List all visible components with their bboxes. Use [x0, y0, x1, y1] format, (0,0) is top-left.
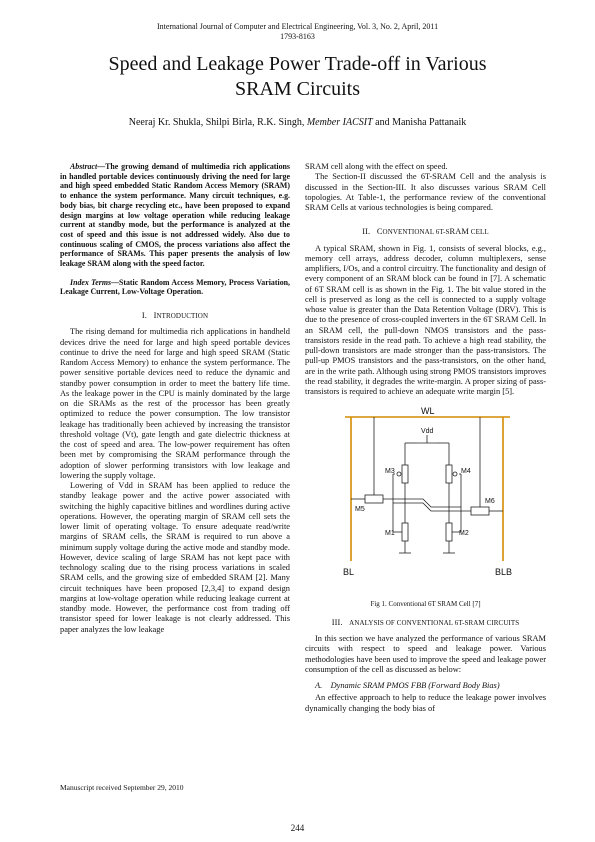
m3-transistor: [402, 465, 408, 483]
fbb-paragraph: An effective approach to help to reduce the leakage power involves dynamically changing the body bias of: [305, 693, 546, 713]
bitline-bar-label: BLB: [495, 567, 513, 578]
m1-transistor: [402, 523, 408, 541]
paper-title-line2: SRAM Circuits: [234, 78, 361, 100]
m1-label: M1: [385, 530, 395, 538]
intro-continued: SRAM cell along with the effect on speed.: [305, 162, 448, 171]
wordline-label: WL: [421, 406, 435, 417]
bitline-label: BL: [343, 567, 355, 578]
index-terms-label: Index Terms: [70, 277, 112, 287]
analysis-paragraph: In this section we have analyzed the performance of various SRAM circuits with respect to speed and leakage power. Various methodologies have been used to improve the speed and leakage power consumption of the cell as discussed as below:: [305, 634, 546, 674]
subsection-heading-fbb: A. Dynamic SRAM PMOS FBB (Forward Body Bias): [315, 681, 500, 690]
intro-paragraph-1: The rising demand for multimedia rich applications in handheld devices drive the need for large and high speed portable devices continue to drive the need for large and high speed SRAM (Static Random Access Memory) to enhance the system performance. The power sensitive portable devices need to reduce the dynamic and standby power consumption in order to meet the battery life time. As the leakage power in the CPU is mainly dominated by the large on die SRAMs as the rest of the processor has been greatly optimized to reduce the power consumption. The low transistor leakage has traditionally been achieved by increasing the transistor threshold voltage (Vt), gate length and gate dielectric thickness at the cost of speed and area. The low-power requirement has often been met by compromising the SRAM performance through the adoption of slower performing transistors with low leakage and lowering the supply voltage.: [60, 327, 290, 480]
intro-paragraph-3: The Section-II discussed the 6T-SRAM Cell and the analysis is discussed in the Section-III. It also discusses various SRAM Cell topologies. At Table-1, the performance review of the conventional SRAM Cells at various technologies is being compared.: [305, 172, 546, 212]
m4-bubble: [453, 472, 457, 476]
manuscript-received-note: Manuscript received September 29, 2010: [60, 783, 184, 792]
section-heading-introduction: I. INTRODUCTION: [141, 311, 209, 321]
abstract-text: —The growing demand of multimedia rich applications in handled portable devices continuously driving the need for large and high speed embedded Static Random Access Memory (SRAM) to enhance the system performance. Many circuit techniques, e.g. body bias, bit charge recycling etc., have been proposed to expand design margins at low voltage operation while reducing leakage current at standby mode, but the performance is analyzed at the cost of speed and this issue is not addressed widely. Also due to continuous scaling of CMOS, the process variations also affect the performance of SRAMs. This paper presents the analysis of low leakage SRAM along with the speed factor.: [60, 162, 290, 269]
abstract: [60, 162, 290, 269]
right-column: [305, 162, 546, 714]
index-terms-text: —Static Random Access Memory, Process Variation, Leakage Current, Low-Voltage Operation.: [60, 277, 290, 297]
figure-caption: Fig 1. Conventional 6T SRAM Cell [7]: [370, 599, 481, 608]
journal-header-issn: 1793-8163: [280, 32, 315, 41]
abstract-label: Abstract: [70, 162, 98, 171]
section-heading-analysis: III. ANALYSIS OF CONVENTIONAL 6T-SRAM CIRCUITS: [331, 617, 520, 627]
m5-label: M5: [355, 506, 365, 514]
m5-transistor: [365, 495, 383, 503]
m3-label: M3: [385, 468, 395, 476]
m3-bubble: [397, 472, 401, 476]
m2-label: M2: [459, 530, 469, 538]
author-last: and Manisha Pattanaik: [372, 117, 467, 128]
m4-label: M4: [461, 468, 471, 476]
m2-transistor: [446, 523, 452, 541]
journal-header-line1: International Journal of Computer and Electrical Engineering, Vol. 3, No. 2, April, 2011: [156, 22, 439, 31]
m4-transistor: [446, 465, 452, 483]
paper-title: [40, 52, 555, 102]
m6-transistor: [471, 507, 489, 515]
page-number: 244: [290, 823, 305, 833]
index-terms: [60, 278, 290, 297]
vdd-label: Vdd: [421, 428, 434, 436]
section-heading-conventional: II. CONVENTIONAL 6T-SRAM CELL: [362, 227, 489, 237]
author-names: Neeraj Kr. Shukla, Shilpi Birla, R.K. Singh,: [128, 117, 307, 128]
paper-title-line1: Speed and Leakage Power Trade-off in Various: [108, 53, 487, 75]
author-list: [40, 117, 555, 128]
author-membership: Member IACSIT: [306, 117, 373, 128]
journal-header: [0, 22, 595, 42]
m6-label: M6: [485, 498, 495, 506]
sram-6t-schematic: [305, 403, 546, 591]
intro-paragraph-2: Lowering of Vdd in SRAM has been applied to reduce the standby leakage power and the active power associated with switching the highly capacitive bitlines and wordlines during active operations. However, the operating margin of SRAM cell sets the lower limit of operating voltage. To ensure adequate read/write margins of SRAM cells, the SRAM is required to run above a minimum supply voltage during the active mode and standby mode. However, device scaling of large SRAM has not kept pace with technology scaling due to the rising process variations in scaled SRAM cells, and the growing size of embedded SRAM [2]. Many circuit techniques have been proposed [2,3,4] to expand design margins at low-voltage operation while reducing leakage current at standby mode. However, the performance cost from trading off transistor speed for lower leakage is not clearly addressed. This paper analyzes the low leakage: [60, 481, 290, 634]
conventional-paragraph: A typical SRAM, shown in Fig. 1, consists of several blocks, e.g., memory cell arrays, address decoder, column multiplexers, sense amplifiers, I/Os, and a control circuitry. The functionality and design of every component of an SRAM block can be found in [7]. A schematic of 6T SRAM cell is as shown in the Fig. 1. The bit value stored in the cell is preserved as long as the cell is connected to a supply voltage whose value is greater than the Data Retention Voltage (DRV). This is due to the presence of cross-coupled inverters in the 6T SRAM Cell. In an SRAM cell, the pull-down NMOS transistors and the pass-transistors reside in the read path. To achieve a high read stability, the pull-down transistors are made stronger than the pass-transistors. The pull-up PMOS transistors and the pass-transistors, on the other hand, are in the write path. Although using strong PMOS transistors improves the read stability, it degrades the write-margin. A proper sizing of pass-transistors is required to achieve an adequate write margin [5].: [305, 243, 546, 396]
left-column: [60, 162, 290, 635]
